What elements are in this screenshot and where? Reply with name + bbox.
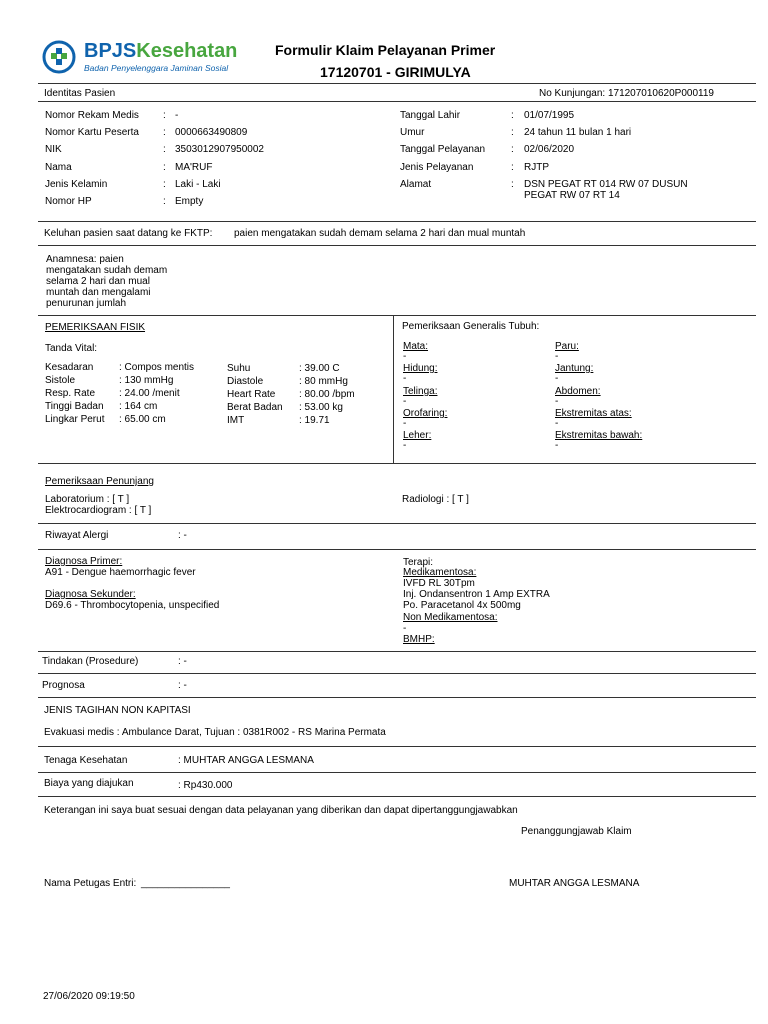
separator: : bbox=[163, 179, 166, 190]
medikamentosa-item: IVFD RL 30Tpm bbox=[403, 578, 475, 589]
terapi-label: Terapi: bbox=[403, 557, 434, 568]
prognosa-label: Prognosa bbox=[42, 680, 85, 691]
rekam-medis-value: - bbox=[175, 110, 179, 121]
separator: : bbox=[511, 162, 514, 173]
tinggi-badan-value: : 164 cm bbox=[119, 401, 158, 412]
non-medikamentosa-label: Non Medikamentosa: bbox=[403, 612, 498, 623]
biaya-value: : Rp430.000 bbox=[178, 780, 233, 791]
anamnesa-line: selama 2 hari dan mual bbox=[46, 276, 150, 287]
bpjs-logo bbox=[42, 40, 238, 76]
separator: : bbox=[163, 162, 166, 173]
mata-label: Mata: bbox=[403, 341, 429, 352]
umur-label: Umur bbox=[400, 127, 425, 138]
imt-label: IMT bbox=[227, 415, 245, 426]
form-subtitle: 17120701 - GIRIMULYA bbox=[320, 64, 471, 80]
mata-value: - bbox=[403, 351, 407, 362]
separator: : bbox=[511, 179, 514, 190]
bpjs-logo-icon bbox=[42, 40, 76, 74]
nama-value: MA'RUF bbox=[175, 162, 213, 173]
heart-rate-label: Heart Rate bbox=[227, 389, 276, 400]
abdomen-label: Abdomen: bbox=[555, 386, 601, 397]
abdomen-value: - bbox=[555, 396, 559, 407]
logo-tagline: Badan Penyelenggara Jaminan Sosial bbox=[84, 63, 229, 73]
nama-label: Nama bbox=[45, 162, 72, 173]
jenis-kelamin-value: Laki - Laki bbox=[175, 179, 221, 190]
logo-name-2: Kesehatan bbox=[136, 40, 238, 62]
tenaga-kesehatan-value: : MUHTAR ANGGA LESMANA bbox=[178, 755, 314, 766]
separator: : bbox=[511, 127, 514, 138]
keluhan-label: Keluhan pasien saat datang ke FKTP: bbox=[44, 228, 213, 239]
prognosa-value: : - bbox=[178, 680, 187, 691]
biaya-label: Biaya yang diajukan bbox=[44, 778, 134, 789]
suhu-label: Suhu bbox=[227, 363, 251, 374]
keluhan-value: paien mengatakan sudah demam selama 2 hari dan mual muntah bbox=[234, 228, 526, 239]
separator: : bbox=[163, 144, 166, 155]
elektrocardiogram-value: Elektrocardiogram : [ T ] bbox=[45, 505, 152, 516]
anamnesa-line: Anamnesa: paien bbox=[46, 254, 124, 265]
orofaring-value: - bbox=[403, 418, 407, 429]
leher-value: - bbox=[403, 440, 407, 451]
riwayat-alergi-value: : - bbox=[178, 530, 187, 541]
telinga-value: - bbox=[403, 396, 407, 407]
lingkar-perut-value: : 65.00 cm bbox=[119, 414, 166, 425]
nomor-hp-value: Empty bbox=[175, 196, 204, 207]
laboratorium-value: Laboratorium : [ T ] bbox=[45, 494, 130, 505]
jenis-tagihan-title: JENIS TAGIHAN NON KAPITASI bbox=[44, 705, 191, 716]
medikamentosa-item: Po. Paracetanol 4x 500mg bbox=[403, 600, 521, 611]
nik-value: 3503012907950002 bbox=[175, 144, 264, 155]
tenaga-kesehatan-label: Tenaga Kesehatan bbox=[44, 755, 128, 766]
diastole-value: : 80 mmHg bbox=[299, 376, 348, 387]
tanggal-lahir-label: Tanggal Lahir bbox=[400, 110, 461, 121]
pemeriksaan-fisik-title: PEMERIKSAAN FISIK bbox=[45, 322, 146, 333]
tanggal-pelayanan-label: Tanggal Pelayanan bbox=[400, 144, 486, 155]
pemeriksaan-generalis-title: Pemeriksaan Generalis Tubuh: bbox=[402, 321, 540, 332]
umur-value: 24 tahun 11 bulan 1 hari bbox=[524, 127, 632, 138]
ekstremitas-atas-label: Ekstremitas atas: bbox=[555, 408, 632, 419]
telinga-label: Telinga: bbox=[403, 386, 438, 397]
kunjungan-number: No Kunjungan: 171207010620P000119 bbox=[539, 88, 714, 99]
radiologi-value: Radiologi : [ T ] bbox=[402, 494, 469, 505]
separator: : bbox=[511, 144, 514, 155]
non-medikamentosa-value: - bbox=[403, 623, 407, 634]
diagnosa-primer-label: Diagnosa Primer: bbox=[45, 556, 123, 567]
jenis-pelayanan-value: RJTP bbox=[524, 162, 549, 173]
ekstremitas-bawah-value: - bbox=[555, 440, 559, 451]
jenis-kelamin-label: Jenis Kelamin bbox=[45, 179, 108, 190]
berat-badan-value: : 53.00 kg bbox=[299, 402, 343, 413]
hidung-value: - bbox=[403, 373, 407, 384]
print-timestamp: 27/06/2020 09:19:50 bbox=[43, 991, 135, 1002]
riwayat-alergi-label: Riwayat Alergi bbox=[45, 530, 109, 541]
anamnesa-line: penurunan jumlah bbox=[46, 298, 127, 309]
medikamentosa-item: Inj. Ondansentron 1 Amp EXTRA bbox=[403, 589, 550, 600]
diagnosa-sekunder-label: Diagnosa Sekunder: bbox=[45, 589, 136, 600]
tinggi-badan-label: Tinggi Badan bbox=[45, 401, 104, 412]
heart-rate-value: : 80.00 /bpm bbox=[299, 389, 355, 400]
sistole-value: : 130 mmHg bbox=[119, 375, 174, 386]
jantung-value: - bbox=[555, 373, 559, 384]
petugas-entri-blank: ________________ bbox=[141, 878, 230, 889]
keterangan-statement: Keterangan ini saya buat sesuai dengan data pelayanan yang diberikan dan dapat dipertanggungjawabkan bbox=[44, 805, 518, 816]
rekam-medis-label: Nomor Rekam Medis bbox=[45, 110, 139, 121]
paru-value: - bbox=[555, 351, 559, 362]
suhu-value: : 39.00 C bbox=[299, 363, 340, 374]
medikamentosa-label: Medikamentosa: bbox=[403, 567, 477, 578]
hidung-label: Hidung: bbox=[403, 363, 438, 374]
lingkar-perut-label: Lingkar Perut bbox=[45, 414, 105, 425]
leher-label: Leher: bbox=[403, 430, 432, 441]
kartu-peserta-value: 0000663490809 bbox=[175, 127, 248, 138]
ekstremitas-atas-value: - bbox=[555, 418, 559, 429]
separator: : bbox=[163, 196, 166, 207]
resp-rate-label: Resp. Rate bbox=[45, 388, 96, 399]
anamnesa-line: muntah dan mengalami bbox=[46, 287, 151, 298]
separator: : bbox=[163, 110, 166, 121]
berat-badan-label: Berat Badan bbox=[227, 402, 283, 413]
tindakan-label: Tindakan (Prosedure) bbox=[42, 656, 139, 667]
penanggungjawab-name: MUHTAR ANGGA LESMANA bbox=[509, 878, 640, 889]
pemeriksaan-penunjang-title: Pemeriksaan Penunjang bbox=[45, 476, 154, 487]
logo-name: BPJS bbox=[84, 40, 137, 62]
tanggal-lahir-value: 01/07/1995 bbox=[524, 110, 575, 121]
identity-section-label: Identitas Pasien bbox=[44, 88, 116, 99]
alamat-label: Alamat bbox=[400, 179, 432, 190]
jantung-label: Jantung: bbox=[555, 363, 594, 374]
tanggal-pelayanan-value: 02/06/2020 bbox=[524, 144, 575, 155]
alamat-value-line1: DSN PEGAT RT 014 RW 07 DUSUN bbox=[524, 179, 688, 190]
resp-rate-value: : 24.00 /menit bbox=[119, 388, 180, 399]
paru-label: Paru: bbox=[555, 341, 579, 352]
nomor-hp-label: Nomor HP bbox=[45, 196, 92, 207]
alamat-value-line2: PEGAT RW 07 RT 14 bbox=[524, 190, 620, 201]
evakuasi-medis: Evakuasi medis : Ambulance Darat, Tujuan : 0381R002 - RS Marina Permata bbox=[44, 727, 386, 738]
jenis-pelayanan-label: Jenis Pelayanan bbox=[400, 162, 474, 173]
imt-value: : 19.71 bbox=[299, 415, 330, 426]
anamnesa-line: mengatakan sudah demam bbox=[46, 265, 168, 276]
form-title: Formulir Klaim Pelayanan Primer bbox=[275, 42, 496, 58]
kesadaran-label: Kesadaran bbox=[45, 362, 94, 373]
penanggungjawab-label: Penanggungjawab Klaim bbox=[521, 826, 632, 837]
bmhp-label: BMHP: bbox=[403, 634, 435, 645]
ekstremitas-bawah-label: Ekstremitas bawah: bbox=[555, 430, 643, 441]
tanda-vital-label: Tanda Vital: bbox=[45, 343, 98, 354]
kartu-peserta-label: Nomor Kartu Peserta bbox=[45, 127, 139, 138]
separator: : bbox=[163, 127, 166, 138]
sistole-label: Sistole bbox=[45, 375, 76, 386]
separator: : bbox=[511, 110, 514, 121]
tindakan-value: : - bbox=[178, 656, 187, 667]
orofaring-label: Orofaring: bbox=[403, 408, 448, 419]
diastole-label: Diastole bbox=[227, 376, 264, 387]
nik-label: NIK bbox=[45, 144, 62, 155]
kesadaran-value: : Compos mentis bbox=[119, 362, 195, 373]
diagnosa-primer-value: A91 - Dengue haemorrhagic fever bbox=[45, 567, 196, 578]
diagnosa-sekunder-value: D69.6 - Thrombocytopenia, unspecified bbox=[45, 600, 220, 611]
petugas-entri-label: Nama Petugas Entri: bbox=[44, 878, 137, 889]
